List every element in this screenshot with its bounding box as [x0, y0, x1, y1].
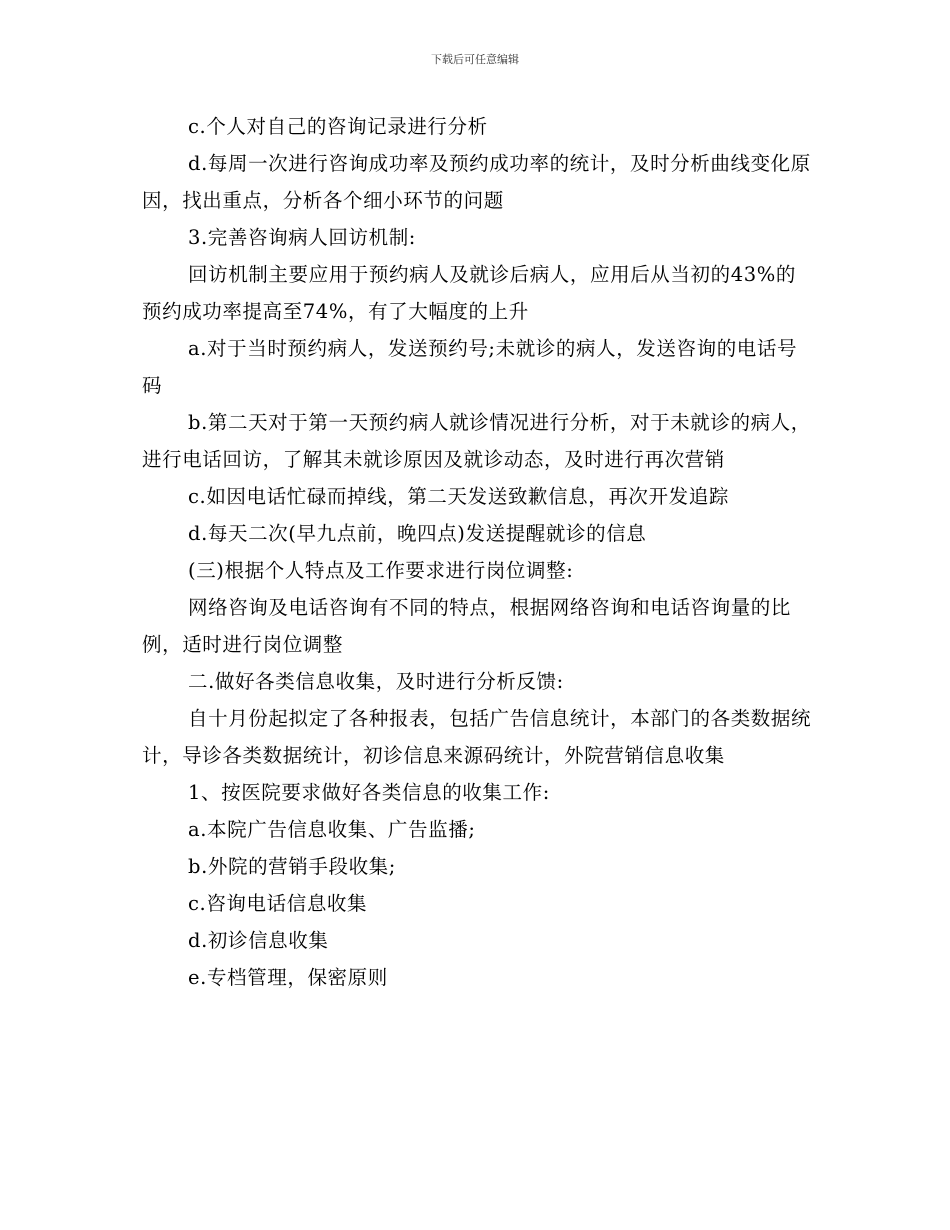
page-header: 下载后可任意编辑 — [431, 53, 519, 66]
paragraph: 1、按医院要求做好各类信息的收集工作: — [188, 781, 550, 804]
paragraph: 网络咨询及电话咨询有不同的特点，根据网络咨询和电话咨询量的比例，适时进行岗位调整 — [142, 596, 792, 656]
paragraph: c.咨询电话信息收集 — [188, 892, 368, 915]
paragraph: b.第二天对于第一天预约病人就诊情况进行分析，对于未就诊的病人，进行电话回访，了解其未就诊原因及就诊动态，及时进行再次营销 — [142, 411, 811, 471]
paragraph: c.个人对自己的咨询记录进行分析 — [188, 115, 488, 138]
paragraph: b.外院的营销手段收集; — [188, 855, 396, 878]
paragraph: d.每周一次进行咨询成功率及预约成功率的统计，及时分析曲线变化原因，找出重点，分析各个细小环节的问题 — [142, 152, 811, 212]
paragraph: 回访机制主要应用于预约病人及就诊后病人，应用后从当初的43%的预约成功率提高至74%，有了大幅度的上升 — [142, 263, 796, 323]
paragraph: c.如因电话忙碌而掉线，第二天发送致歉信息，再次开发追踪 — [188, 485, 729, 508]
paragraph: a.本院广告信息收集、广告监播; — [188, 818, 476, 841]
paragraph: (三)根据个人特点及工作要求进行岗位调整: — [188, 559, 574, 582]
paragraph: 二.做好各类信息收集，及时进行分析反馈: — [188, 670, 564, 693]
paragraph: d.初诊信息收集 — [188, 929, 329, 952]
document-body — [142, 108, 814, 996]
paragraph: d.每天二次(早九点前，晚四点)发送提醒就诊的信息 — [188, 522, 647, 545]
paragraph: e.专档管理，保密原则 — [188, 966, 388, 989]
paragraph: a.对于当时预约病人，发送预约号;未就诊的病人，发送咨询的电话号码 — [142, 337, 798, 397]
paragraph: 自十月份起拟定了各种报表，包括广告信息统计，本部门的各类数据统计，导诊各类数据统计，初诊信息来源码统计，外院营销信息收集 — [142, 707, 812, 767]
paragraph: 3.完善咨询病人回访机制: — [188, 226, 416, 249]
